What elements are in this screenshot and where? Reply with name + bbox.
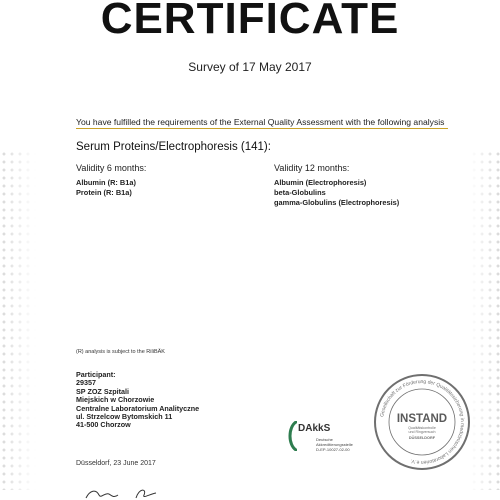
analyte-item: beta-Globulins	[274, 188, 326, 197]
participant-line: Centralne Laboratorium Analityczne	[76, 403, 200, 413]
requirements-statement: You have fulfilled the requirements of the External Quality Assessment with the following analysis	[76, 117, 448, 129]
participant-label: Participant:	[76, 370, 116, 379]
analyte-item: gamma-Globulins (Electrophoresis)	[274, 198, 400, 207]
analyte-item: Albumin (R: B1a)	[76, 178, 136, 187]
dakks-line: Akkreditierungsstelle	[316, 441, 353, 447]
dakks-name: DAkkS	[298, 423, 331, 434]
seal-city: DÜSSELDORF	[408, 436, 436, 440]
dot-pattern-right	[470, 150, 500, 490]
dakks-line: Deutsche	[316, 437, 333, 442]
participant-line: Miejskich w Chorzowie	[76, 395, 155, 405]
dot-pattern-left	[0, 150, 36, 490]
dakks-subtext	[316, 438, 353, 452]
participant-line: 41-500 Chorzow	[76, 420, 131, 430]
seal-sub2: und Ringversuch	[408, 430, 436, 434]
validity-6-months-column	[76, 163, 146, 198]
analysis-scheme-title: Serum Proteins/Electrophoresis (141):	[76, 141, 271, 153]
seal-ring-text: Gesellschaft zur Förderung der Qualitätssicherung in medizinischen Laboratorien e.V.	[379, 378, 466, 466]
seal-name: INSTAND	[396, 413, 448, 425]
participant-block	[76, 371, 199, 430]
analyte-item: Protein (R: B1a)	[76, 188, 132, 197]
survey-date: Survey of 17 May 2017	[188, 60, 312, 74]
participant-line: ul. Strzelcow Bytomskich 11	[76, 412, 173, 422]
validity-6-heading: Validity 6 months:	[76, 163, 147, 173]
analyte-item: Albumin (Electrophoresis)	[274, 178, 367, 187]
signature-icon	[84, 486, 164, 500]
participant-line: 29357	[76, 378, 96, 388]
dakks-mark-icon	[287, 421, 297, 451]
validity-12-heading: Validity 12 months:	[274, 163, 350, 173]
issue-date: Düsseldorf, 23 June 2017	[76, 460, 156, 467]
instand-seal-icon	[372, 372, 472, 472]
dakks-logo	[287, 418, 377, 458]
certificate-title: CERTIFICATE	[100, 0, 400, 43]
seal-sub1: Qualitätskontrolle	[408, 426, 436, 430]
dakks-line: D-EP-10027-02-00	[316, 446, 350, 452]
rilibak-note: (R) analysis is subject to the RiliBÄK	[76, 349, 165, 355]
participant-line: SP ZOZ Szpitali	[76, 386, 129, 396]
validity-12-months-column	[274, 163, 399, 208]
